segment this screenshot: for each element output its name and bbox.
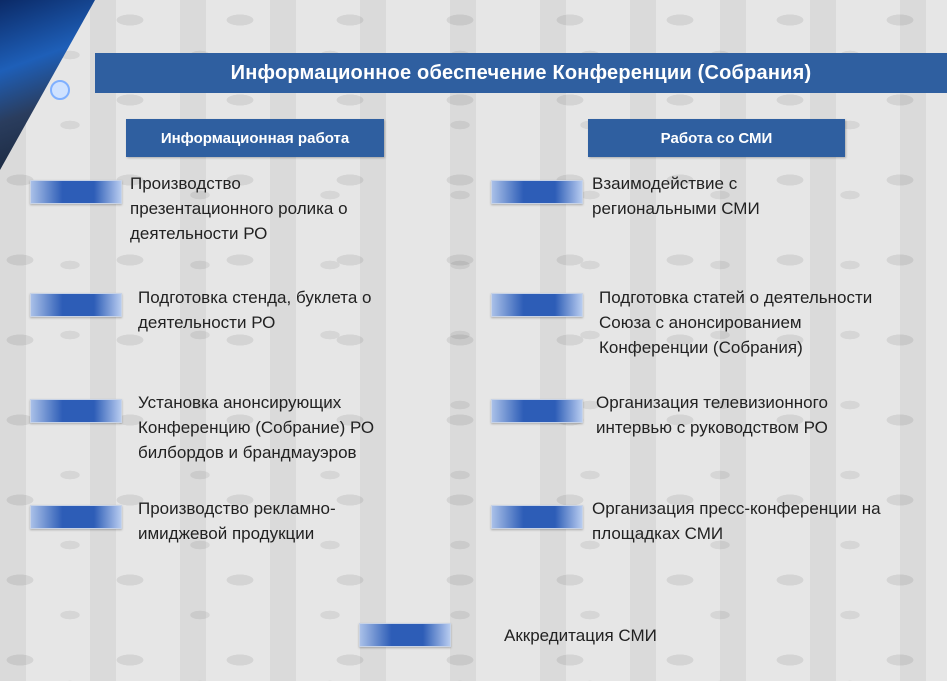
left-item-3: Установка анонсирующих Конференцию (Собрание) РО билбордов и брандмауэров	[138, 393, 375, 462]
bullet-marker	[30, 505, 122, 529]
right-item-4: Организация пресс-конференции на площадках СМИ	[592, 499, 881, 543]
slide-title: Информационное обеспечение Конференции (Собрания)	[95, 53, 947, 93]
bullet-marker	[30, 293, 122, 317]
bullet-marker	[30, 180, 122, 204]
right-item-1: Взаимодействие с региональными СМИ	[592, 174, 760, 218]
bullet-marker	[491, 505, 583, 529]
bullet-marker	[491, 399, 583, 423]
right-item-2: Подготовка статей о деятельности Союза с анонсированием Конференции (Собрания)	[599, 288, 873, 357]
bullet-marker	[359, 623, 451, 647]
left-item-1: Производство презентационного ролика о деятельности РО	[130, 174, 348, 243]
right-item-3: Организация телевизионного интервью с руководством РО	[596, 393, 828, 437]
left-column-header: Информационная работа	[126, 119, 384, 157]
bullet-marker	[491, 180, 583, 204]
bullet-marker	[30, 399, 122, 423]
bullet-marker	[491, 293, 583, 317]
right-column-header: Работа со СМИ	[588, 119, 845, 157]
left-item-2: Подготовка стенда, буклета о деятельности РО	[138, 288, 372, 332]
emblem-icon	[50, 80, 70, 100]
bottom-item: Аккредитация СМИ	[504, 626, 657, 645]
left-item-4: Производство рекламно- имиджевой продукции	[138, 499, 336, 543]
